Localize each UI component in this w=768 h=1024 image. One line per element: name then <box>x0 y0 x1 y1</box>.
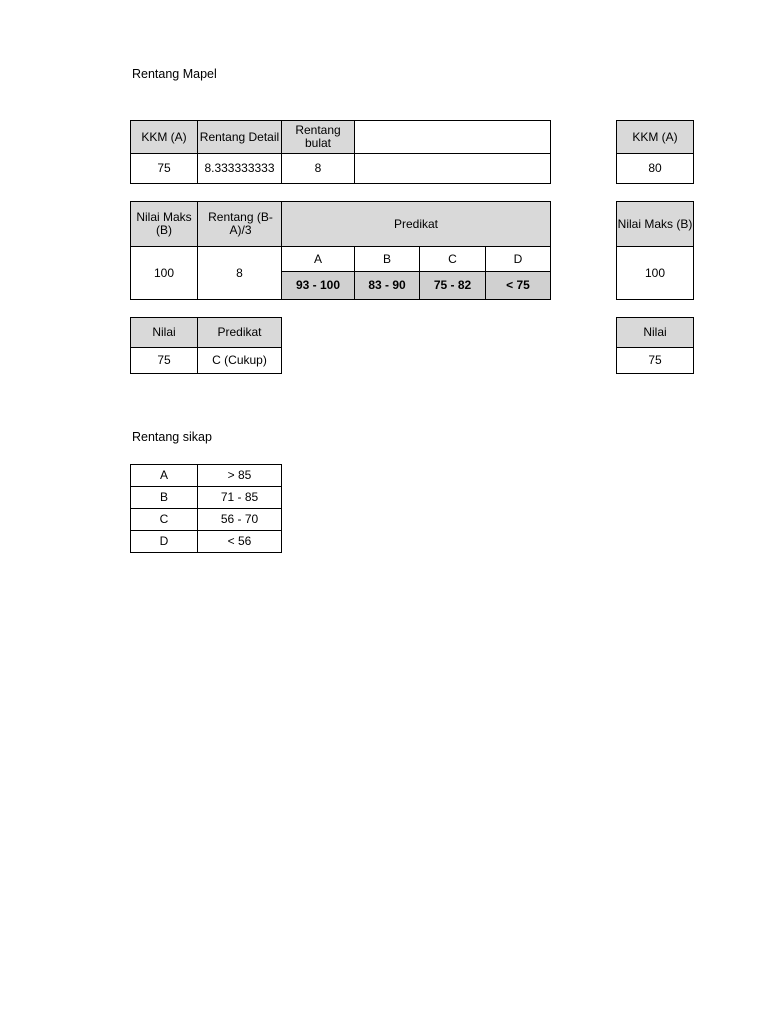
sikap-range: 56 - 70 <box>197 508 282 531</box>
nilai-maks-header: Nilai Maks (B) <box>130 201 198 247</box>
range-b: 83 - 90 <box>354 271 420 300</box>
kkm-header: KKM (A) <box>130 120 198 154</box>
empty-header-cell <box>354 120 551 154</box>
grade-c: C <box>419 246 486 272</box>
rentang-detail-header: Rentang Detail <box>197 120 282 154</box>
nilai-header: Nilai <box>130 317 198 348</box>
sikap-grade: C <box>130 508 198 531</box>
nilai-maks-value: 100 <box>130 246 198 300</box>
right-nilai-maks-value: 100 <box>616 246 694 300</box>
range-a: 93 - 100 <box>281 271 355 300</box>
rentang-sikap-title: Rentang sikap <box>132 430 212 444</box>
right-kkm-value: 80 <box>616 153 694 184</box>
rentang-bulat-header: Rentang bulat <box>281 120 355 154</box>
grade-d: D <box>485 246 551 272</box>
right-kkm-header: KKM (A) <box>616 120 694 154</box>
rentang-value: 8 <box>197 246 282 300</box>
predikat-header: Predikat <box>281 201 551 247</box>
rentang-bulat-value: 8 <box>281 153 355 184</box>
sikap-range: 71 - 85 <box>197 486 282 509</box>
right-nilai-header: Nilai <box>616 317 694 348</box>
rentang-detail-value: 8.333333333 <box>197 153 282 184</box>
grade-b: B <box>354 246 420 272</box>
nilai-value: 75 <box>130 347 198 374</box>
right-nilai-maks-header: Nilai Maks (B) <box>616 201 694 247</box>
right-nilai-value: 75 <box>616 347 694 374</box>
kkm-value: 75 <box>130 153 198 184</box>
empty-value-cell <box>354 153 551 184</box>
sikap-range: < 56 <box>197 530 282 553</box>
range-d: < 75 <box>485 271 551 300</box>
predikat-value: C (Cukup) <box>197 347 282 374</box>
sikap-grade: D <box>130 530 198 553</box>
sikap-grade: A <box>130 464 198 487</box>
grade-a: A <box>281 246 355 272</box>
range-c: 75 - 82 <box>419 271 486 300</box>
sikap-range: > 85 <box>197 464 282 487</box>
rentang-mapel-title: Rentang Mapel <box>132 67 217 81</box>
sikap-grade: B <box>130 486 198 509</box>
rentang-formula-header: Rentang (B-A)/3 <box>197 201 282 247</box>
predikat-col-header: Predikat <box>197 317 282 348</box>
